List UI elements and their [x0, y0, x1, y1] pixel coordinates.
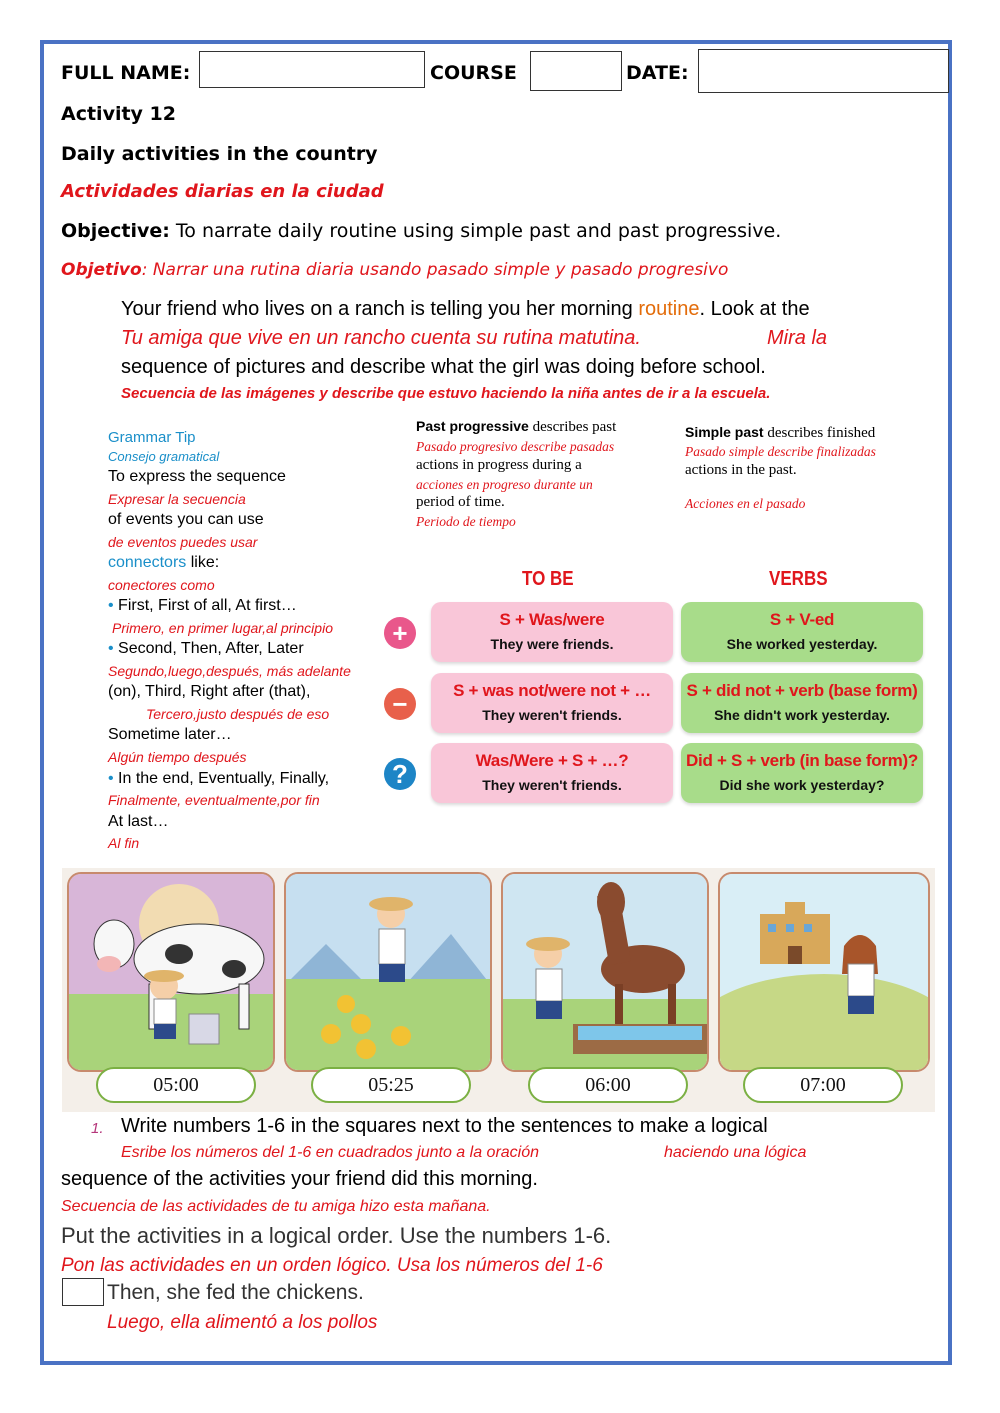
objective-es-line: Objetivo: Narrar una rutina diaria usando pasado simple y pasado progresivo	[61, 260, 729, 280]
to-be-question: Was/Were + S + …? They weren't friends.	[431, 743, 673, 803]
tip-line: Sometime later…	[108, 726, 232, 743]
full-name-label: FULL NAME:	[61, 62, 191, 84]
pp-line-es: Periodo de tiempo	[416, 514, 516, 529]
panel-going-to-school	[718, 872, 930, 1072]
tip-line-es: Tercero,justo después de eso	[146, 706, 330, 722]
simple-past-heading: Simple past describes finished	[685, 424, 876, 441]
exercise-line-1: Write numbers 1-6 in the squares next to the sentences to make a logical	[121, 1115, 768, 1137]
intro-line-1: Your friend who lives on a ranch is telling you her morning routine. Look at the	[121, 298, 810, 320]
grammar-tip-title-es: Consejo gramatical	[108, 449, 220, 464]
date-field[interactable]	[698, 49, 949, 93]
title-en: Daily activities in the country	[61, 143, 378, 165]
pp-line-es: acciones en progreso durante un	[416, 477, 593, 492]
tip-line-es: Finalmente, eventualmente,por fin	[108, 792, 320, 808]
pp-line: actions in progress during a	[416, 457, 582, 473]
intro-line-4: Secuencia de las imágenes y describe que estuvo haciendo la niña antes de ir a la escuela.	[121, 385, 771, 402]
verbs-question: Did + S + verb (in base form)? Did she work yesterday?	[681, 743, 923, 803]
activity-number: Activity 12	[61, 103, 176, 125]
sp-line-es: Pasado simple describe finalizadas	[685, 444, 876, 459]
intro-line-2a: Tu amiga que vive en un rancho cuenta su rutina matutina.	[121, 327, 641, 349]
to-be-affirmative: S + Was/were They were friends.	[431, 602, 673, 662]
minus-icon: −	[384, 688, 416, 720]
tip-bullet: • First, First of all, At first…	[108, 597, 297, 614]
tip-line-es: conectores como	[108, 577, 215, 593]
tip-line: At last…	[108, 813, 169, 830]
panel-feeding-chickens	[284, 872, 492, 1072]
exercise-line-1-es-a: Esribe los números del 1-6 en cuadrados junto a la oración	[121, 1144, 540, 1161]
time-label: 06:00	[528, 1067, 688, 1103]
to-be-negative: S + was not/were not + … They weren't friends.	[431, 673, 673, 733]
date-label: DATE:	[626, 62, 689, 84]
answer-box[interactable]	[62, 1278, 104, 1306]
exercise-line-1-es-b: haciendo una lógica	[664, 1144, 807, 1161]
question-icon: ?	[384, 758, 416, 790]
activity-sentence: Then, she fed the chickens.	[107, 1281, 364, 1304]
tip-line: of events you can use	[108, 511, 264, 528]
course-label: COURSE	[430, 62, 517, 84]
tip-line: connectors like:	[108, 554, 220, 571]
course-field[interactable]	[530, 51, 622, 91]
objective-line: Objective: To narrate daily routine using simple past and past progressive.	[61, 220, 782, 242]
plus-icon: +	[384, 617, 416, 649]
time-label: 07:00	[743, 1067, 903, 1103]
tip-line-es: Segundo,luego,después, más adelante	[108, 663, 351, 679]
col-verbs: VERBS	[769, 568, 828, 590]
exercise-line-2-es: Secuencia de las actividades de tu amiga hizo esta mañana.	[61, 1198, 491, 1215]
sp-line: actions in the past.	[685, 462, 797, 478]
tip-line: (on), Third, Right after (that),	[108, 683, 311, 700]
verbs-affirmative: S + V-ed She worked yesterday.	[681, 602, 923, 662]
time-label: 05:00	[96, 1067, 256, 1103]
intro-line-2b: Mira la	[767, 327, 828, 349]
pp-line-es: Pasado progresivo describe pasadas	[416, 439, 615, 454]
tip-line-es: Algún tiempo después	[108, 749, 247, 765]
title-es: Actividades diarias en la ciudad	[61, 181, 384, 202]
past-progressive-heading: Past progressive describes past	[416, 418, 617, 435]
grammar-tip-title: Grammar Tip	[108, 429, 196, 446]
tip-bullet: • Second, Then, After, Later	[108, 640, 304, 657]
exercise-instruction-es: Pon las actividades en un orden lógico. Usa los números del 1-6	[61, 1255, 603, 1276]
panel-watering-horse	[501, 872, 709, 1072]
tip-line-es: Al fin	[108, 835, 140, 851]
panel-milking-cow	[67, 872, 275, 1072]
tip-line-es: Primero, en primer lugar,al principio	[112, 620, 333, 636]
pp-line: period of time.	[416, 494, 505, 510]
full-name-field[interactable]	[199, 51, 425, 88]
exercise-line-2: sequence of the activities your friend did this morning.	[61, 1168, 538, 1190]
exercise-instruction: Put the activities in a logical order. Use the numbers 1-6.	[61, 1223, 612, 1248]
time-label: 05:25	[311, 1067, 471, 1103]
sp-line-es: Acciones en el pasado	[685, 496, 806, 511]
activity-sentence-es: Luego, ella alimentó a los pollos	[107, 1312, 378, 1333]
intro-line-3: sequence of pictures and describe what the girl was doing before school.	[121, 356, 766, 378]
tip-bullet: • In the end, Eventually, Finally,	[108, 770, 330, 787]
exercise-number: 1.	[91, 1120, 104, 1137]
tip-line: To express the sequence	[108, 468, 286, 485]
tip-line-es: de eventos puedes usar	[108, 534, 258, 550]
tip-line-es: Expresar la secuencia	[108, 491, 246, 507]
verbs-negative: S + did not + verb (base form) She didn't work yesterday.	[681, 673, 923, 733]
col-to-be: TO BE	[522, 568, 574, 590]
